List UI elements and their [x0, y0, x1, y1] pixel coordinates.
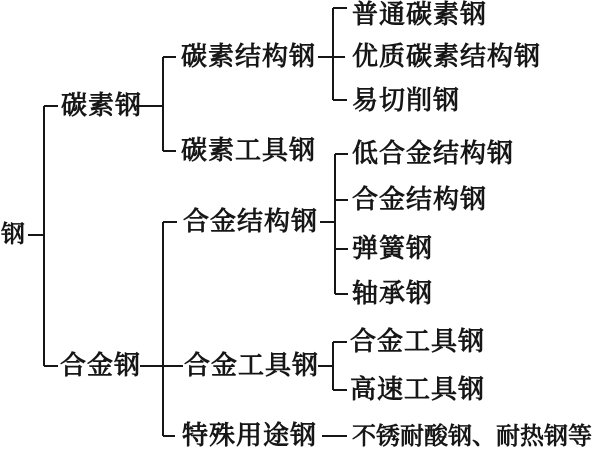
- node-bearing-steel: 轴承钢: [352, 279, 434, 308]
- node-carbon-structural-steel: 碳素结构钢: [181, 42, 317, 71]
- node-alloy-steel: 合金钢: [60, 351, 142, 380]
- node-stainless-heat-resistant-steel: 不锈耐酸钢、耐热钢等: [352, 424, 592, 449]
- node-ordinary-carbon-steel: 普通碳素钢: [352, 0, 488, 29]
- connector-carbon-structural-bracket: [318, 8, 347, 100]
- node-free-cutting-steel: 易切削钢: [352, 86, 461, 115]
- connector-alloy-steel-bracket: [140, 222, 183, 436]
- connector-root-bracket: [28, 106, 58, 366]
- node-alloy-tool-steel: 合金工具钢: [184, 351, 320, 380]
- node-spring-steel: 弹簧钢: [352, 234, 434, 263]
- node-quality-carbon-structural-steel: 优质碳素结构钢: [352, 42, 542, 71]
- connector-alloy-tool-bracket: [318, 342, 347, 390]
- node-carbon-steel: 碳素钢: [61, 91, 143, 120]
- node-high-speed-tool-steel: 高速工具钢: [350, 375, 486, 404]
- node-carbon-tool-steel: 碳素工具钢: [181, 136, 317, 165]
- node-low-alloy-structural-steel: 低合金结构钢: [352, 139, 515, 168]
- node-special-purpose-steel: 特殊用途钢: [182, 421, 318, 449]
- node-alloy-tool-steel-leaf: 合金工具钢: [350, 327, 486, 356]
- connector-alloy-structural-bracket: [320, 154, 348, 294]
- node-alloy-structural-steel: 合金结构钢: [183, 207, 319, 236]
- node-alloy-structural-steel-leaf: 合金结构钢: [352, 185, 488, 214]
- node-steel: 钢: [1, 222, 25, 248]
